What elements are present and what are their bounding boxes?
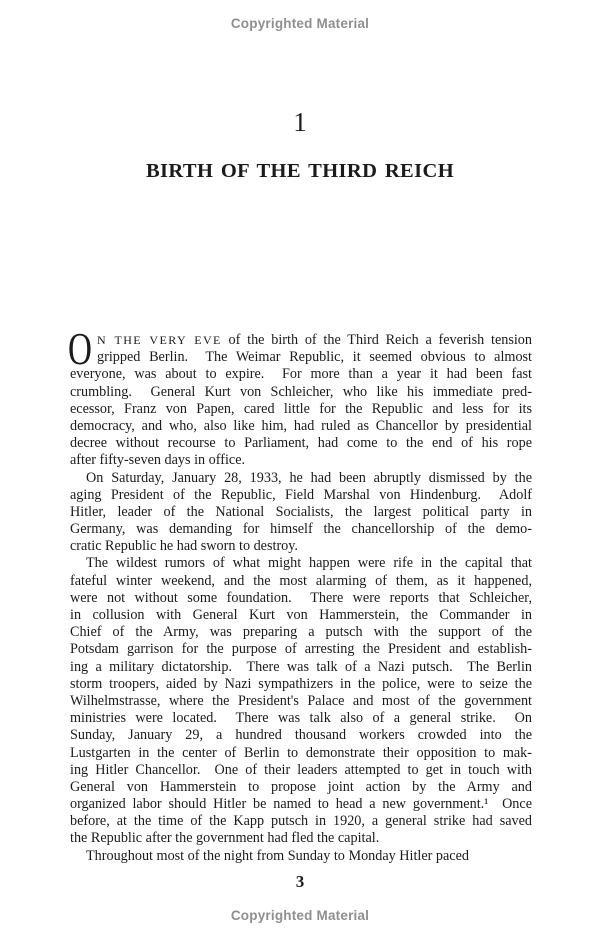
text-line <box>70 487 532 504</box>
text-line-content: crumbling. General Kurt von Schleicher, who like his immediate pred- <box>70 383 532 400</box>
text-line-content: Germany, was demanding for himself the chancellorship of the demo- <box>70 521 532 538</box>
text-line-content: N THE VERY EVE of the birth of the Third Reich a feverish tension <box>97 332 532 348</box>
text-line-content: Wilhelmstrasse, where the President's Palace and most of the government <box>70 692 532 709</box>
chapter-number: 1 <box>293 107 307 137</box>
text-line <box>70 555 532 572</box>
copyright-notice-top: Copyrighted Material <box>230 16 370 31</box>
text-line-content: The wildest rumors of what might happen were rife in the capital that <box>86 555 532 572</box>
text-line-content: aging President of the Republic, Field Marshal von Hindenburg. Adolf <box>70 486 532 503</box>
text-line-content: ing Hitler Chancellor. One of their leaders attempted to get in touch with <box>70 761 532 778</box>
text-line <box>70 813 532 830</box>
text-line-content: ministries were located. There was talk also of a general strike. On <box>70 710 532 727</box>
text-line <box>70 762 532 779</box>
text-line-content: ing a military dictatorship. There was talk of a Nazi putsch. The Berlin <box>70 658 532 675</box>
text-line <box>70 710 532 727</box>
text-line <box>70 779 532 796</box>
text-line <box>70 624 532 641</box>
body-text <box>68 323 532 865</box>
paragraph <box>70 555 532 847</box>
text-line <box>70 659 532 676</box>
text-line-content: Chief of the Army, was preparing a putsch with the support of the <box>70 624 532 641</box>
text-line <box>70 521 532 538</box>
text-line <box>70 332 532 349</box>
text-line <box>70 693 532 710</box>
text-line <box>70 676 532 693</box>
text-line <box>70 384 532 401</box>
paragraph <box>70 848 532 865</box>
text-line-content: decree without recourse to Parliament, had come to the end of his rope <box>70 435 532 452</box>
text-line <box>70 607 532 624</box>
text-line <box>70 745 532 762</box>
text-line-content: everyone, was about to expire. For more than a year it had been fast <box>70 366 532 383</box>
text-line <box>70 796 532 813</box>
text-line <box>70 573 532 590</box>
text-line <box>70 590 532 607</box>
text-line <box>70 452 532 469</box>
text-line-content: the Republic after the government had fled the capital. <box>70 830 380 847</box>
text-line-content: before, at the time of the Kapp putsch in 1920, a general strike had saved <box>70 813 532 830</box>
text-line-content: storm troopers, aided by Nazi sympathizers in the police, were to seize the <box>70 675 532 692</box>
text-line <box>70 435 532 452</box>
text-line-content: General von Hammerstein to propose joint action by the Army and <box>70 778 532 795</box>
text-line-content: organized labor should Hitler be named to head a new government.¹ Once <box>70 796 532 813</box>
small-caps-lead: N THE VERY EVE <box>97 333 222 347</box>
text-line <box>70 349 532 366</box>
text-line-content: gripped Berlin. The Weimar Republic, it seemed obvious to almost <box>97 349 532 366</box>
text-line <box>70 418 532 435</box>
text-line-content: On Saturday, January 28, 1933, he had been abruptly dismissed by the <box>86 469 532 486</box>
drop-cap: O <box>68 323 92 374</box>
text-line <box>70 366 532 383</box>
text-line <box>70 727 532 744</box>
text-line <box>70 848 532 865</box>
copyright-notice-bottom: Copyrighted Material <box>230 908 370 923</box>
text-line <box>70 401 532 418</box>
text-line <box>70 641 532 658</box>
chapter-title: BIRTH OF THE THIRD REICH <box>145 160 455 182</box>
text-line-content: were not without some foundation. There were reports that Schleicher, <box>70 589 532 606</box>
text-line-content: Sunday, January 29, a hundred thousand workers crowded into the <box>70 727 532 744</box>
text-line <box>70 470 532 487</box>
text-line-content: cratic Republic he had sworn to destroy. <box>70 538 298 555</box>
text-line-content: fateful winter weekend, and the most alarming of them, as it happened, <box>70 572 532 589</box>
text-line-content: democracy, and who, also like him, had ruled as Chancellor by presidential <box>70 417 532 434</box>
text-line-content: in collusion with General Kurt von Hammerstein, the Commander in <box>70 607 532 623</box>
text-line-content: ecessor, Franz von Papen, cared little for the Republic and less for its <box>70 400 532 417</box>
text-line-content: after fifty-seven days in office. <box>70 452 246 469</box>
text-line-content: Lustgarten in the center of Berlin to demonstrate their opposition to mak- <box>70 744 532 761</box>
text-line <box>70 830 532 847</box>
text-line <box>70 504 532 521</box>
text-line-content: Throughout most of the night from Sunday to Monday Hitler paced <box>86 847 470 864</box>
text-line <box>70 538 532 555</box>
paragraph <box>68 323 532 470</box>
text-line-content: Potsdam garrison for the purpose of arresting the President and establish- <box>70 641 532 658</box>
text-line-content: Hitler, leader of the National Socialists, the largest political party in <box>70 503 532 520</box>
page-number: 3 <box>295 872 305 891</box>
paragraph <box>70 470 532 556</box>
